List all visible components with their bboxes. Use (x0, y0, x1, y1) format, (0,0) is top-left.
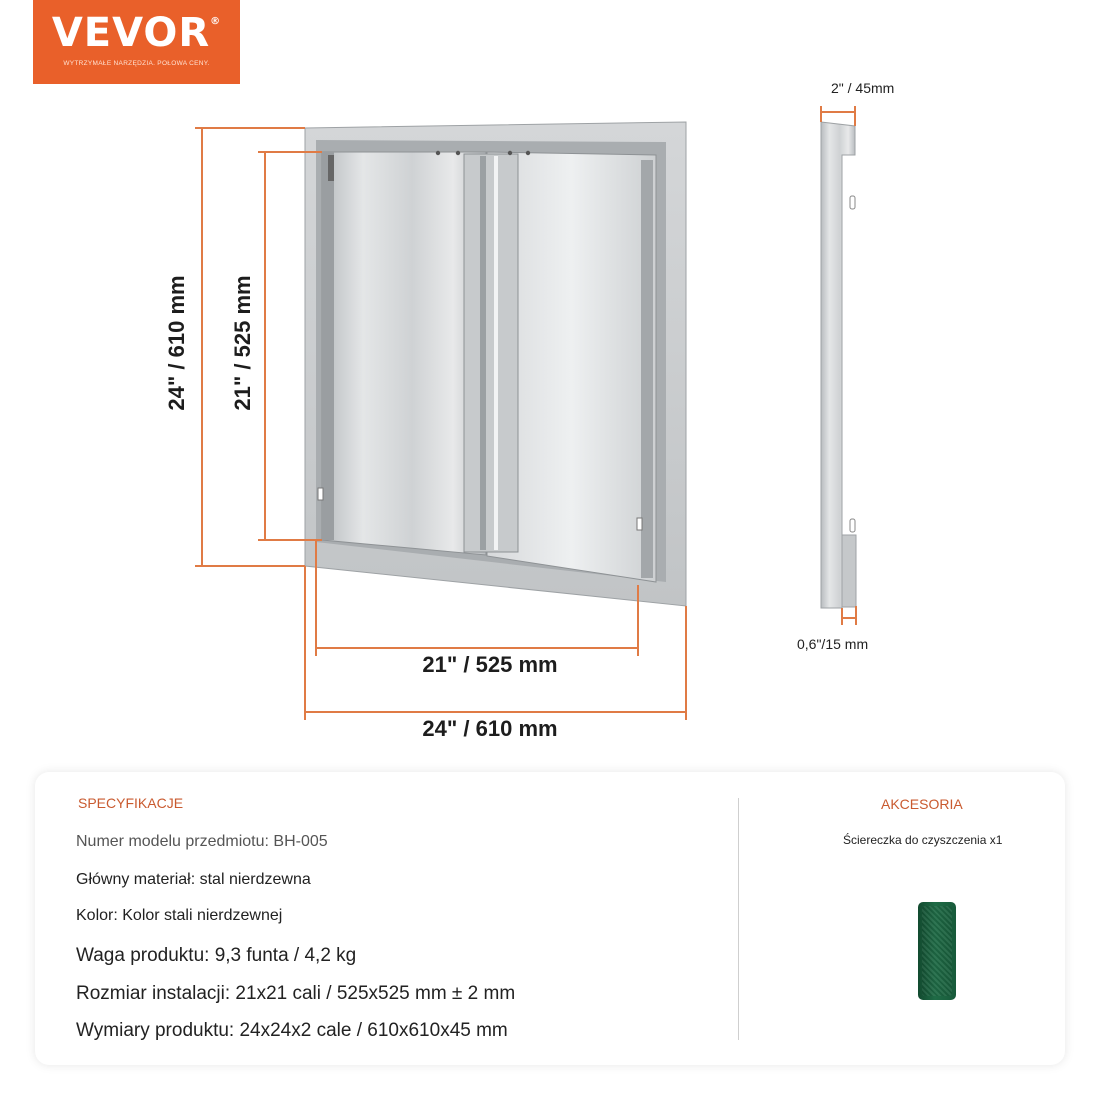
panel-divider (738, 798, 739, 1040)
spec-weight: Waga produktu: 9,3 funta / 4,2 kg (76, 945, 357, 966)
accessories-title: AKCESORIA (881, 796, 963, 812)
outer-height-label: 24" / 610 mm (164, 275, 189, 411)
door-panel-left (322, 152, 486, 555)
spec-install-size: Rozmiar instalacji: 21x21 cali / 525x525 mm ± 2 mm (76, 983, 516, 1004)
depth-label: 2" / 45mm (831, 80, 895, 96)
spec-product-dimensions: Wymiary produktu: 24x24x2 cale / 610x610x45 mm (76, 1020, 508, 1041)
specifications-panel (35, 772, 1065, 1065)
flange-thickness-label: 0,6"/15 mm (797, 636, 869, 652)
spec-color: Kolor: Kolor stali nierdzewnej (76, 907, 283, 924)
door-handle (464, 154, 518, 552)
registered-mark: ® (210, 16, 222, 27)
accessory-item: Ściereczka do czyszczenia x1 (843, 833, 1003, 847)
outer-width-label: 24" / 610 mm (422, 716, 558, 741)
brand-name: VEVOR (51, 10, 211, 56)
spec-model-number: Numer modelu przedmiotu: BH-005 (76, 833, 328, 850)
cleaning-pad-image (918, 902, 956, 1000)
side-profile (821, 122, 856, 608)
specs-title: SPECYFIKACJE (78, 795, 184, 811)
inner-width-label: 21" / 525 mm (422, 652, 558, 677)
brand-tagline: WYTRZYMAŁE NARZĘDZIA. POŁOWA CENY. (63, 60, 210, 67)
spec-material: Główny materiał: stal nierdzewna (76, 871, 311, 888)
inner-height-label: 21" / 525 mm (230, 275, 255, 411)
